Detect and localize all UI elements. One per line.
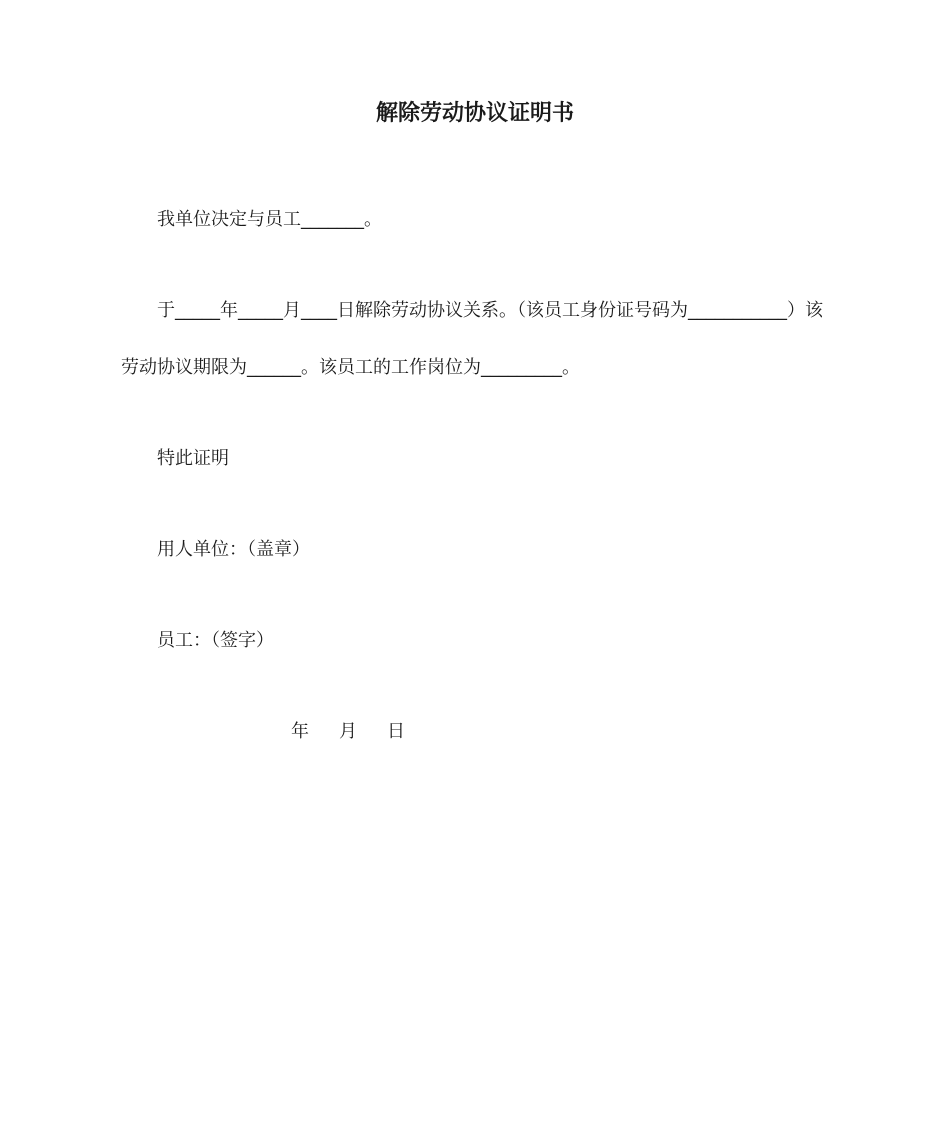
- document-title: 解除劳动协议证明书: [375, 101, 574, 126]
- paragraph-contract-term: 劳动协议期限为______。该员工的工作岗位为_________。: [121, 357, 580, 378]
- paragraph-termination-date: 于_____年_____月____日解除劳动协议关系。（该员工身份证号码为___________）该: [157, 300, 823, 321]
- paragraph-hereby-certify: 特此证明: [157, 448, 229, 469]
- employer-signature-line: 用人单位：（盖章）: [157, 539, 310, 560]
- date-month: 月: [339, 721, 357, 742]
- employee-signature-line: 员工：（签字）: [157, 630, 274, 651]
- date-year: 年: [291, 721, 309, 742]
- paragraph-employee-decision: 我单位决定与员工_______。: [157, 209, 382, 230]
- date-day: 日: [387, 721, 405, 742]
- date-line: [291, 717, 405, 747]
